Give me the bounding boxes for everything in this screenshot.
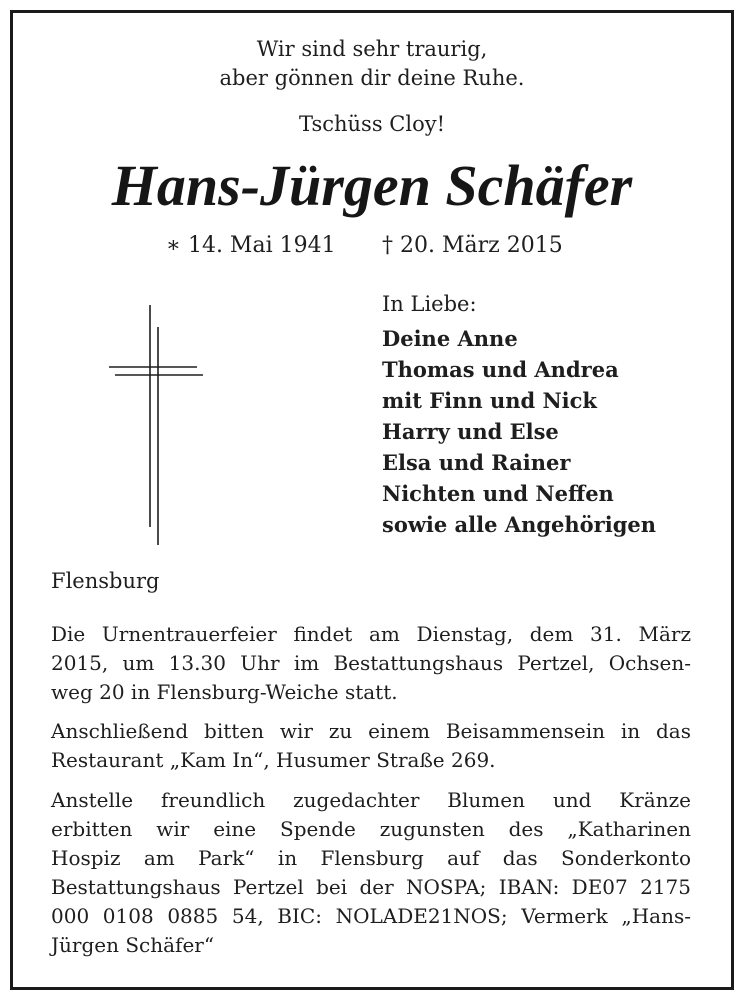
mourners-list: [382, 323, 656, 540]
text-line: Restaurant „Kam In“, Husumer Straße 269.: [51, 748, 496, 772]
donation-paragraph: [51, 786, 691, 960]
birth-date: ∗ 14. Mai 1941: [166, 233, 336, 258]
deceased-name: Hans-Jürgen Schäfer: [111, 153, 633, 218]
mourner-name: Harry und Else: [382, 419, 559, 444]
mourner-name: Elsa und Rainer: [382, 450, 571, 475]
intro-line: aber gönnen dir deine Ruhe.: [219, 66, 525, 90]
text-line: erbitten wir eine Spende zugunsten des „Katharinen: [51, 817, 691, 841]
mourner-name: Deine Anne: [382, 326, 518, 351]
text-line: Hospiz am Park“ in Flensburg auf das Sonderkonto: [51, 846, 691, 870]
funeral-info-paragraph: [51, 620, 691, 707]
mourners-heading: In Liebe:: [382, 292, 477, 316]
text-line: 000 0108 0885 54, BIC: NOLADE21NOS; Vermerk „Hans-: [51, 904, 691, 928]
text-line: Anschließend bitten wir zu einem Beisammensein in das: [51, 719, 691, 743]
text-line: weg 20 in Flensburg-Weiche statt.: [51, 680, 398, 704]
mourner-name: Thomas und Andrea: [382, 357, 619, 382]
obituary-notice: [10, 10, 734, 990]
farewell-line: Tschüss Cloy!: [298, 112, 446, 136]
mourner-name: mit Finn und Nick: [382, 388, 597, 413]
text-line: 2015, um 13.30 Uhr im Bestattungshaus Pertzel, Ochsen-: [51, 651, 691, 675]
text-line: Die Urnentrauerfeier findet am Dienstag, dem 31. März: [51, 622, 691, 646]
mourner-name: Nichten und Neffen: [382, 481, 614, 506]
place-name: Flensburg: [51, 569, 160, 593]
text-line: Bestattungshaus Pertzel bei der NOSPA; IBAN: DE07 2175: [51, 875, 691, 899]
gathering-paragraph: [51, 717, 691, 775]
death-date: † 20. März 2015: [382, 233, 563, 258]
mourner-name: sowie alle Angehörigen: [382, 512, 657, 537]
cross-icon: [105, 305, 205, 545]
intro-line: Wir sind sehr traurig,: [256, 37, 488, 61]
text-line: Anstelle freundlich zugedachter Blumen und Kränze: [51, 788, 691, 812]
text-line: Jürgen Schäfer“: [51, 933, 215, 957]
